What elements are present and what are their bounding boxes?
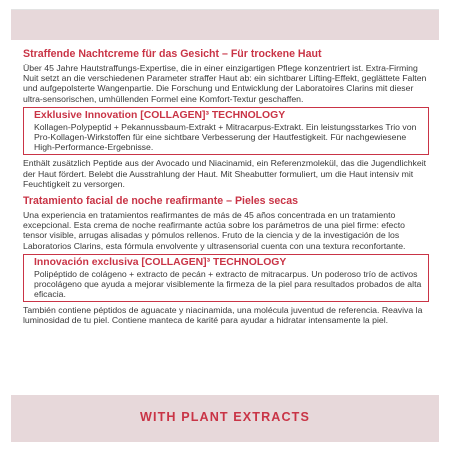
german-outro: Enthält zusätzlich Peptide aus der Avocado und Niacinamid, ein Referenzmolekül, das die Jugendlichkeit der Haut fördert. Belebt die Ausstrahlung der Haut. Mit Sheabutter formuliert, um die Haut intensiv mit Feuchtigkeit zu versorgen. [23,158,427,189]
spanish-technology-box [23,254,429,303]
label-panel [11,10,439,442]
plant-extracts-label: WITH PLANT EXTRACTS [140,410,310,424]
german-box-text: Kollagen-Polypeptid + Pekannussbaum-Extrakt + Mitracarpus-Extrakt. Ein leistungsstarkes Trio von Pro-Kollagen-Wirkstoffen für eine sichtbare Verbesserung der Hautfestigkeit. Für nachgewiesene High-Performance-Ergebnisse. [34,122,417,153]
label-content [23,48,429,326]
german-box-title: Exklusive Innovation [COLLAGEN]³ TECHNOLOGY [34,109,286,121]
spanish-outro: También contiene péptidos de aguacate y niacinamida, una molécula juventud de referencia. Reaviva la luminosidad de tu piel. Contiene manteca de karité para ayudar a hidratar intensamente la piel. [23,305,423,326]
spanish-intro: Una experiencia en tratamientos reafirmantes de más de 45 años concentrada en un tratamiento excepcional. Esta crema de noche reafirmante actúa sobre los parámetros de una piel firme: efecto tensor visible, arrugas alisadas y pómulos rellenos. Fruto de la ciencia y de la investigación de los Laboratorios Clarins, esta fórmula envolvente y ultrasensorial cuenta con una textura reconfortante. [23,209,406,251]
top-pink-band [11,10,439,40]
german-technology-box [23,107,429,156]
spanish-box-text: Polipéptido de colágeno + extracto de pecán + extracto de mitracarpus. Un poderoso trío de activos procolágeno que ayuda a mejorar visiblemente la firmeza de la piel para resultados probados de alta eficacia. [34,269,422,300]
bottom-pink-band [11,395,439,442]
german-intro: Über 45 Jahre Hautstraffungs-Expertise, die in einer einzigartigen Pflege konzentriert ist. Extra-Firming Nuit setzt an die verschiedenen Parameter straffer Haut ab: ein sichtbarer Lifting-Effekt, geglättete Falten und aufgepolsterte Wangenpartie. Die Forschung und Entwicklung der Laboratoires Clarins mit dieser ultra-sensorischen, umhüllenden Formel eine Komfort-Textur geschaffen. [23,63,427,104]
german-heading: Straffende Nachtcreme für das Gesicht – Für trockene Haut [23,48,322,60]
spanish-heading: Tratamiento facial de noche reafirmante – Pieles secas [23,194,298,207]
spanish-box-title: Innovación exclusiva [COLLAGEN]³ TECHNOLOGY [34,256,287,268]
